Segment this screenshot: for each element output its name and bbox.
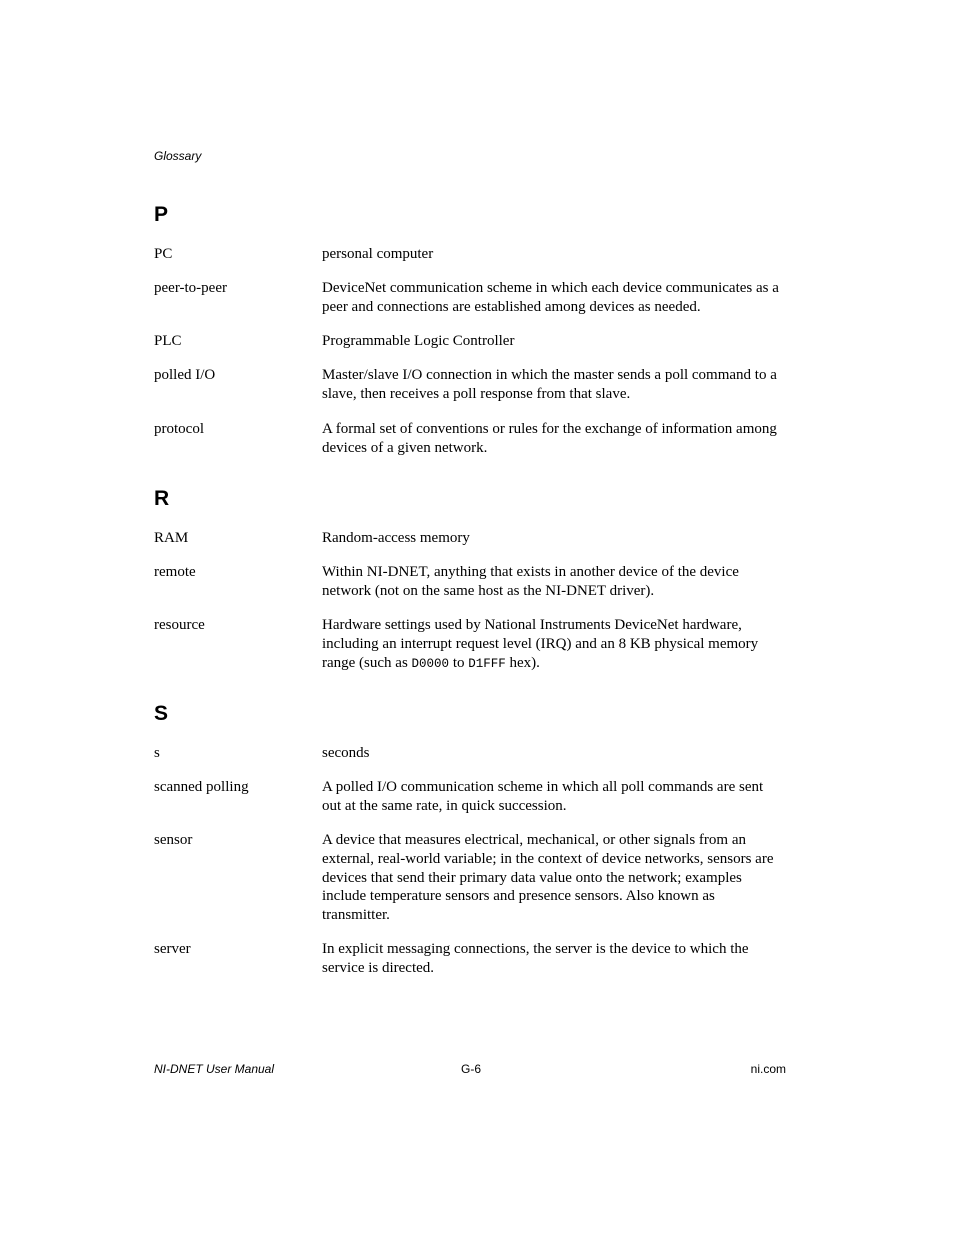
code-value: D1FFF (468, 656, 506, 671)
glossary-term: PLC (154, 333, 182, 349)
definition-text: to (449, 654, 469, 671)
glossary-definition: Master/slave I/O connection in which the master sends a poll command to a slave, then receives a poll response from that slave. (322, 367, 777, 402)
glossary-definition: Random-access memory (322, 530, 470, 546)
glossary-term: RAM (154, 530, 189, 546)
section-letter-r: R (154, 487, 170, 510)
glossary-definition: personal computer (322, 246, 434, 262)
glossary-term: s (154, 745, 160, 761)
glossary-definition: A device that measures electrical, mechanical, or other signals from an external, real-world variable; in the context of device networks, sensors are devices that send their primary data value onto the network; examples include temperature sensors and presence sensors. Also known as transmitter. (322, 832, 774, 924)
glossary-term: protocol (154, 421, 204, 437)
glossary-term: peer-to-peer (154, 280, 227, 296)
glossary-definition: A formal set of conventions or rules for the exchange of information among devices of a given network. (322, 421, 777, 456)
glossary-definition: seconds (322, 745, 370, 761)
running-header: Glossary (154, 149, 202, 163)
footer-page-number: G-6 (461, 1062, 482, 1076)
footer-manual-title: NI-DNET User Manual (154, 1062, 275, 1076)
glossary-definition: Programmable Logic Controller (322, 333, 515, 349)
glossary-definition: A polled I/O communication scheme in which all poll commands are sent out at the same rate, in quick succession. (322, 779, 764, 814)
glossary-term: PC (154, 246, 173, 262)
footer-website: ni.com (750, 1062, 786, 1076)
glossary-definition (322, 616, 786, 673)
section-letter-s: S (154, 702, 169, 725)
glossary-definition: Within NI-DNET, anything that exists in another device of the device network (not on the same host as the NI-DNET driver). (322, 564, 739, 599)
glossary-definition: DeviceNet communication scheme in which each device communicates as a peer and connections are established among devices as needed. (322, 280, 779, 315)
glossary-term: remote (154, 564, 196, 580)
code-value: D0000 (411, 656, 450, 671)
definition-text: Hardware settings used by National Instruments DeviceNet hardware, including an interrupt request level (IRQ) and an 8 KB physical memory range (such as (322, 617, 759, 671)
glossary-term: resource (154, 617, 205, 633)
definition-text: hex). (505, 654, 540, 671)
glossary-definition: In explicit messaging connections, the server is the device to which the service is directed. (322, 941, 749, 976)
section-letter-p: P (154, 203, 169, 226)
glossary-term: polled I/O (154, 367, 216, 383)
glossary-term: server (154, 941, 191, 957)
glossary-term: scanned polling (154, 779, 249, 795)
glossary-term: sensor (154, 832, 193, 848)
